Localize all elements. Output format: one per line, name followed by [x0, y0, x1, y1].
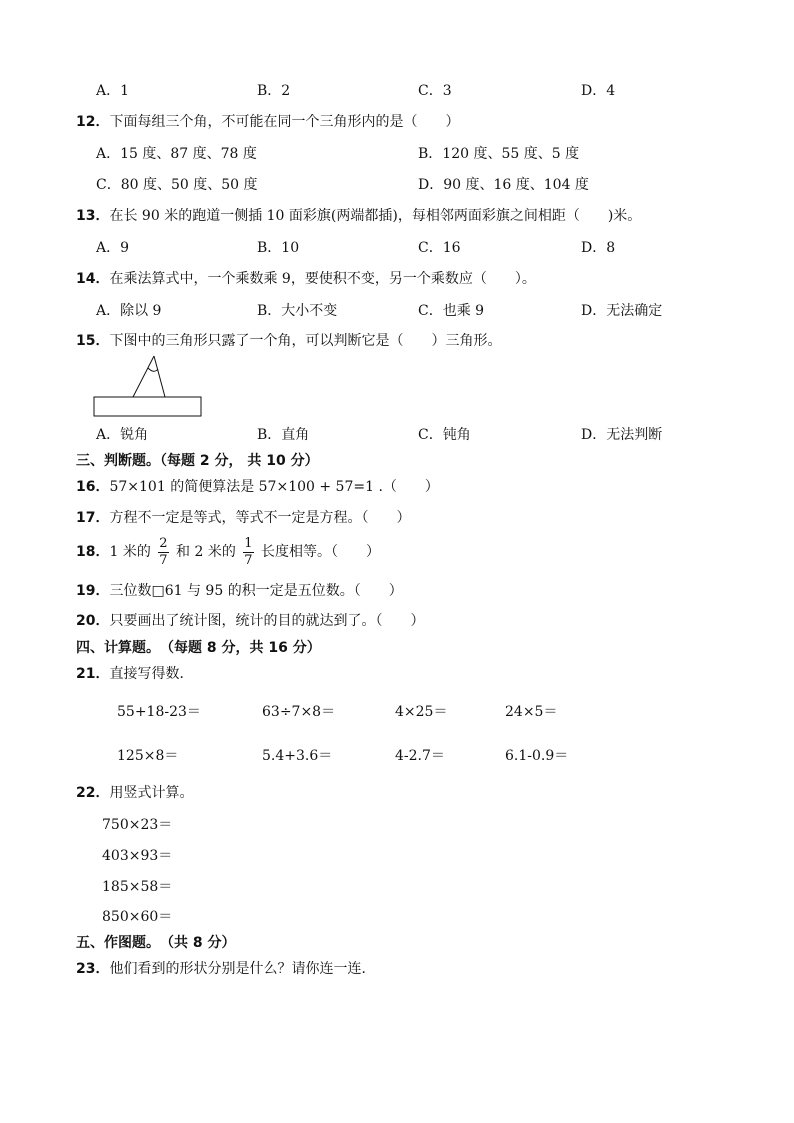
- mental-calc-item: 6.1-0.9＝: [505, 748, 569, 764]
- q12-option-d: D．90 度、16 度、104 度: [418, 177, 589, 193]
- question-17: [76, 511, 410, 525]
- question-number: 18．: [76, 544, 110, 561]
- question-18: [76, 537, 380, 567]
- question-text-mid: 和 2 米的: [176, 544, 236, 561]
- question-text: 他们看到的形状分别是什么？请你连一连．: [109, 961, 376, 977]
- fraction-1-7: [243, 537, 253, 567]
- question-number: 15．: [76, 333, 110, 349]
- question-12: [76, 115, 459, 129]
- q12-option-b: B．120 度、55 度、5 度: [418, 146, 580, 162]
- question-14: [76, 272, 536, 286]
- vertical-calc-item: 850×60＝: [102, 909, 173, 925]
- question-text: 57×101 的简便算法是 57×100 + 57=1 .（ ）: [109, 479, 439, 495]
- vertical-calc-item: 185×58＝: [102, 879, 173, 895]
- section-5-heading: 五、作图题。 （共 8 分）: [76, 935, 236, 951]
- q11-option-d: D．4: [581, 83, 616, 99]
- q13-option-d: D．8: [581, 240, 616, 256]
- question-text: 三位数□61 与 95 的积一定是五位数。（ ）: [109, 583, 403, 599]
- question-text-pre: 1 米的: [109, 544, 151, 561]
- q13-option-b: B．10: [257, 240, 300, 256]
- question-number: 13．: [76, 208, 110, 224]
- q13-option-a: A．9: [96, 240, 130, 256]
- question-text: 方程不一定是等式，等式不一定是方程。（ ）: [109, 510, 411, 526]
- question-text: 只要画出了统计图，统计的目的就达到了。（ ）: [109, 613, 425, 629]
- question-13: [76, 209, 641, 223]
- q13-option-c: C．16: [418, 240, 461, 256]
- q15-option-b: B．直角: [257, 427, 310, 443]
- fraction-denominator: 7: [159, 552, 168, 568]
- q15-option-a: A．锐角: [96, 427, 149, 443]
- question-text-post: 长度相等。（ ）: [261, 544, 381, 561]
- mental-calc-item: 4-2.7＝: [395, 748, 445, 764]
- question-text: 在乘法算式中，一个乘数乘 9，要使积不变，另一个乘数应（ ）。: [109, 271, 536, 287]
- q11-option-c: C．3: [418, 83, 452, 99]
- q15-option-c: C．钝角: [418, 427, 471, 443]
- fraction-numerator: 2: [159, 536, 168, 551]
- fraction-denominator: 7: [244, 552, 253, 568]
- section-4-heading: 四、计算题。 （每题 8 分，共 16 分）: [76, 640, 321, 656]
- question-number: 14．: [76, 271, 110, 287]
- question-text: 直接写得数．: [109, 666, 194, 682]
- question-number: 12．: [76, 114, 110, 130]
- question-19: [76, 584, 403, 598]
- q11-option-a: A．1: [96, 83, 130, 99]
- hidden-triangle-figure: [92, 354, 204, 420]
- mental-calc-item: 125×8＝: [117, 748, 179, 764]
- question-23: [76, 962, 375, 976]
- question-21: [76, 667, 193, 681]
- fraction-2-7: [158, 537, 168, 567]
- q14-option-c: C．也乘 9: [418, 303, 485, 319]
- question-15: [76, 334, 501, 348]
- question-16: [76, 480, 439, 494]
- question-20: [76, 614, 424, 628]
- mental-calc-item: 24×5＝: [505, 704, 558, 720]
- question-text: 在长 90 米的跑道一侧插 10 面彩旗(两端都插)，每相邻两面彩旗之间相距（ )米。: [109, 208, 642, 224]
- question-number: 19．: [76, 583, 110, 599]
- question-number: 17．: [76, 510, 110, 526]
- question-text: 下面每组三个角，不可能在同一个三角形内的是（ ）: [109, 114, 460, 130]
- q14-option-d: D．无法确定: [581, 303, 663, 319]
- question-text: 下图中的三角形只露了一个角，可以判断它是（ ）三角形。: [109, 333, 502, 349]
- mental-calc-item: 63÷7×8＝: [262, 704, 336, 720]
- question-number: 16．: [76, 479, 110, 495]
- vertical-calc-item: 403×93＝: [102, 848, 173, 864]
- mental-calc-item: 5.4+3.6＝: [262, 748, 333, 764]
- q14-option-b: B．大小不变: [257, 303, 338, 319]
- q12-option-c: C．80 度、50 度、50 度: [96, 177, 258, 193]
- section-3-heading: 三、判断题。（每题 2 分， 共 10 分）: [76, 453, 319, 469]
- fraction-numerator: 1: [244, 536, 253, 551]
- question-22: [76, 786, 193, 800]
- question-number: 23．: [76, 961, 110, 977]
- q14-option-a: A．除以 9: [96, 303, 162, 319]
- question-number: 22．: [76, 785, 110, 801]
- q15-option-d: D．无法判断: [581, 427, 663, 443]
- vertical-calc-item: 750×23＝: [102, 817, 173, 833]
- question-text: 用竖式计算。: [109, 785, 194, 801]
- mental-calc-item: 4×25＝: [395, 704, 448, 720]
- q12-option-a: A．15 度、87 度、78 度: [96, 146, 257, 162]
- question-number: 21．: [76, 666, 110, 682]
- q11-option-b: B．2: [257, 83, 291, 99]
- question-number: 20．: [76, 613, 110, 629]
- mental-calc-item: 55+18-23＝: [117, 704, 201, 720]
